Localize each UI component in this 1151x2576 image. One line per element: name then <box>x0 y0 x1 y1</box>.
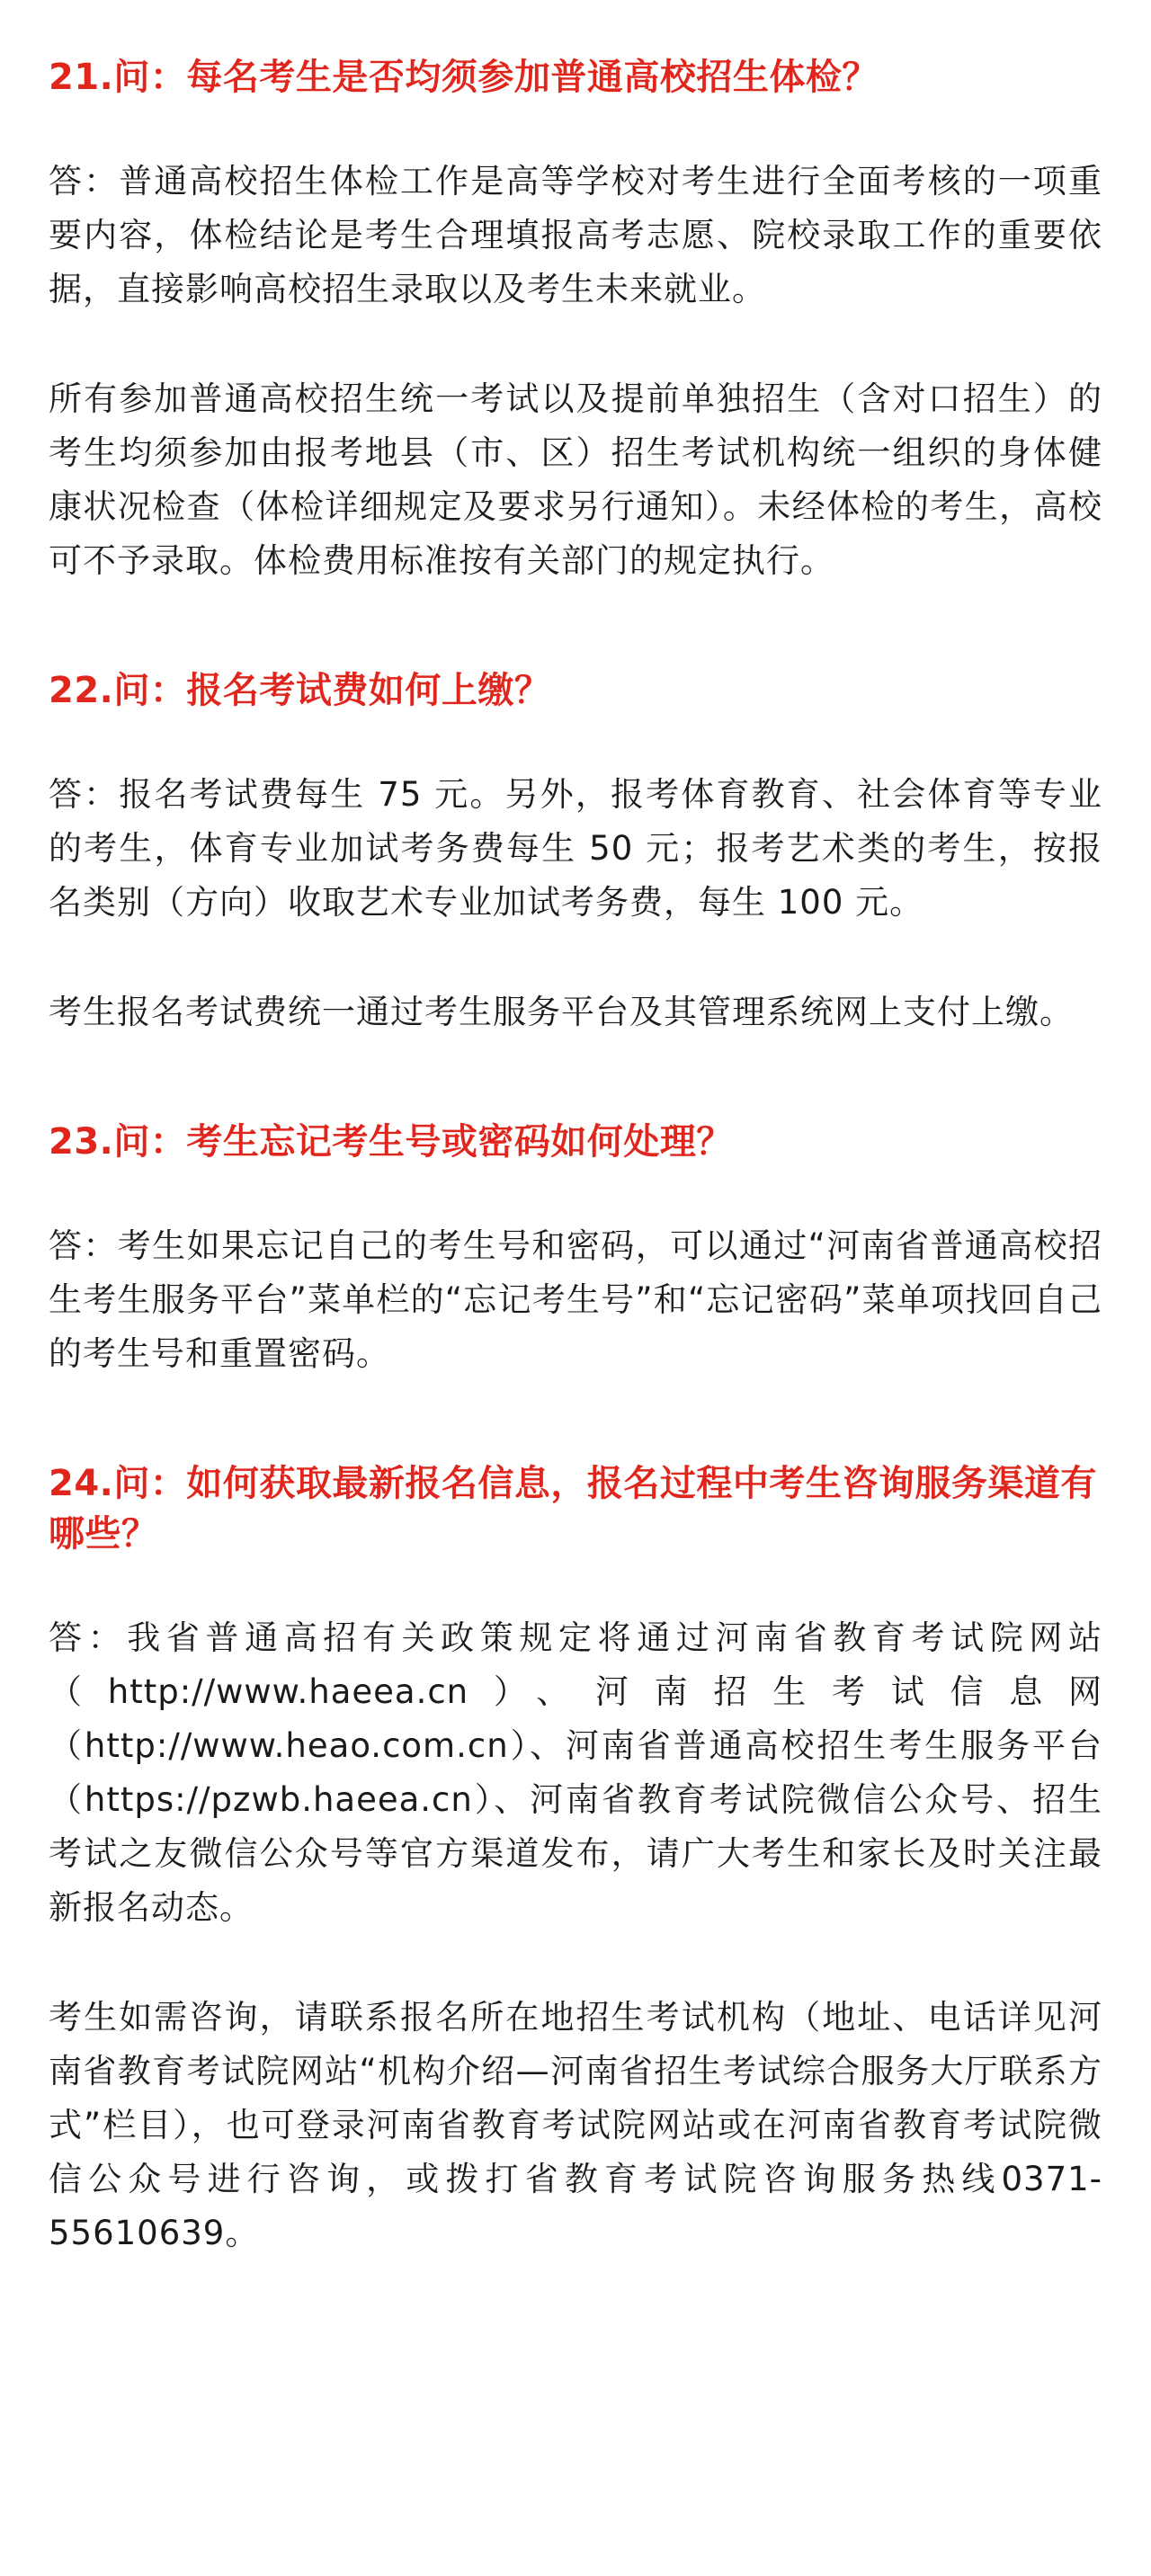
answer-paragraph: 答：报名考试费每生 75 元。另外，报考体育教育、社会体育等专业的考生，体育专业加试考务费每生 50 元；报考艺术类的考生，按报名类别（方向）收取艺术专业加试考务费，每生 100 元。 <box>49 775 1102 922</box>
answer-paragraph: 所有参加普通高校招生统一考试以及提前单独招生（含对口招生）的考生均须参加由报考地县（市、区）招生考试机构统一组织的身体健康状况检查（体检详细规定及要求另行通知）。未经体检的考生，高校可不予录取。体检费用标准按有关部门的规定执行。 <box>49 379 1102 580</box>
faq-item-24 <box>49 1458 1102 2260</box>
question-heading: 23.问：考生忘记考生号或密码如何处理？ <box>49 1121 733 1163</box>
faq-item-21 <box>49 52 1102 588</box>
answer-paragraph: 答：普通高校招生体检工作是高等学校对考生进行全面考核的一项重要内容，体检结论是考生合理填报高考志愿、院校录取工作的重要依据，直接影响高校招生录取以及考生未来就业。 <box>49 162 1102 308</box>
question-heading: 21.问：每名考生是否均须参加普通高校招生体检？ <box>49 57 879 98</box>
faq-item-22 <box>49 665 1102 1039</box>
answer-paragraph: 考生报名考试费统一通过考生服务平台及其管理系统网上支付上缴。 <box>49 993 1074 1031</box>
faq-document <box>49 52 1102 2260</box>
answer-paragraph: 答：我省普通高招有关政策规定将通过河南省教育考试院网站（http://www.haeea.cn）、河南招生考试信息网（http://www.heao.com.cn）、河南省普通高校招生考生服务平台（https://pzwb.haeea.cn）、河南省教育考试院微信公众号、招生考试之友微信公众号等官方渠道发布，请广大考生和家长及时关注最新报名动态。 <box>49 1618 1102 1927</box>
question-heading: 22.问：报名考试费如何上缴？ <box>49 670 551 711</box>
question-heading: 24.问：如何获取最新报名信息，报名过程中考生咨询服务渠道有哪些？ <box>49 1463 1097 1555</box>
answer-paragraph: 考生如需咨询，请联系报名所在地招生考试机构（地址、电话详见河南省教育考试院网站“机构介绍—河南省招生考试综合服务大厅联系方式”栏目），也可登录河南省教育考试院网站或在河南省教育考试院微信公众号进行咨询，或拨打省教育考试院咨询服务热线0371-55610639。 <box>49 1998 1102 2252</box>
faq-item-23 <box>49 1117 1102 1381</box>
answer-paragraph: 答：考生如果忘记自己的考生号和密码，可以通过“河南省普通高校招生考生服务平台”菜单栏的“忘记考生号”和“忘记密码”菜单项找回自己的考生号和重置密码。 <box>49 1226 1102 1373</box>
